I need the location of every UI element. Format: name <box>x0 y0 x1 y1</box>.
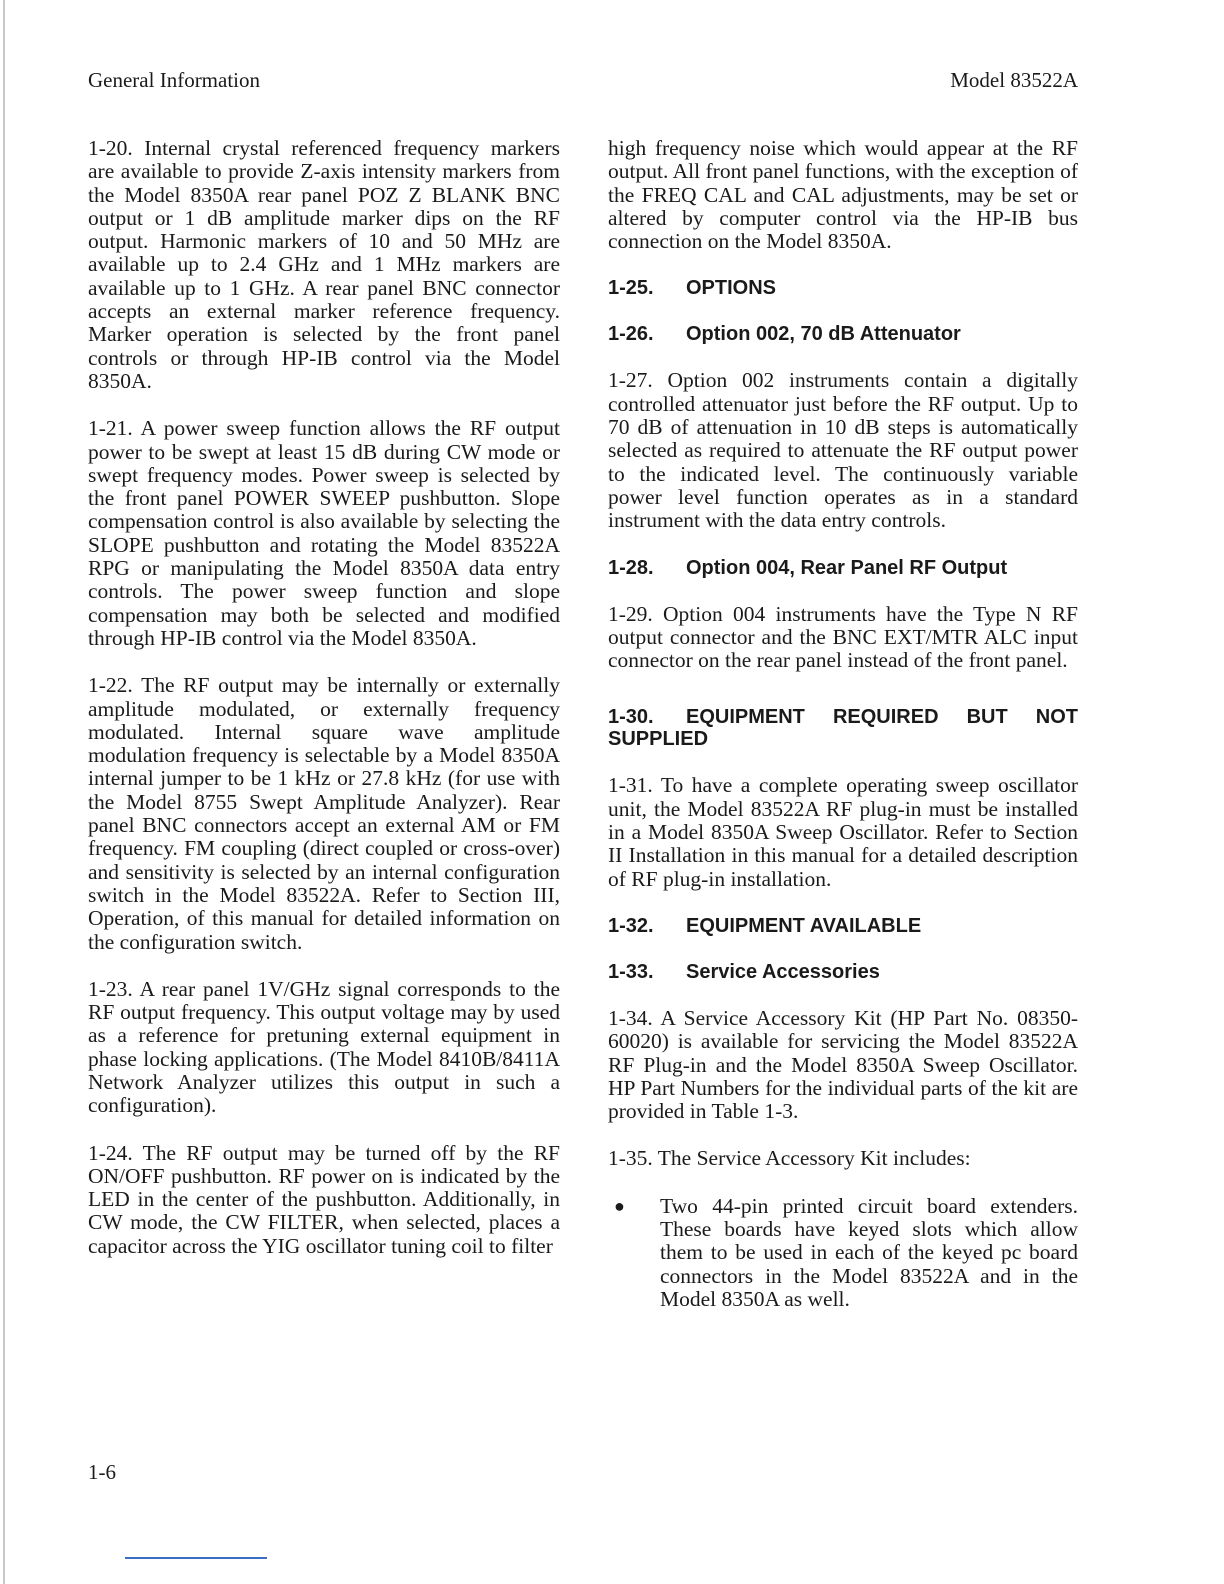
page-edge-rule <box>3 0 5 1584</box>
heading-number: 1-32. <box>608 914 654 937</box>
heading-title: Service Accessories <box>686 960 880 983</box>
paragraph-1-27: 1-27. Option 002 instruments contain a digitally controlled attenuator just before the RF output. Up to 70 dB of attenuation in 10 dB steps is automatically selected as required to attenuate the RF output power to the indicated level. The continuously variable power level function operates as in a standard instrument with the data entry controls. <box>608 368 1078 533</box>
heading-1-26 <box>608 323 1078 345</box>
heading-title: Option 004, Rear Panel RF Output <box>686 556 1008 579</box>
left-column <box>88 137 560 1282</box>
heading-1-25 <box>608 277 1078 299</box>
heading-number: 1-30. <box>608 706 654 729</box>
heading-title: Option 002, 70 dB Attenuator <box>686 323 961 346</box>
paragraph-1-24-continued: high frequency noise which would appear at the RF output. All front panel functions, with the exception of the FREQ CAL and CAL adjustments, may be set or altered by computer control via the HP-IB bus connection on the Model 8350A. <box>608 136 1078 254</box>
paragraph-1-24: 1-24. The RF output may be turned off by the RF ON/OFF pushbutton. RF power on is indicated by the LED in the center of the pushbutton. Additionally, in CW mode, the CW FILTER, when selected, places a capacitor across the YIG oscillator tuning coil to filter <box>88 1140 560 1258</box>
heading-title: EQUIPMENT AVAILABLE <box>686 914 922 937</box>
page-header <box>88 68 1078 96</box>
paragraph-1-21: 1-21. A power sweep function allows the RF output power to be swept at least 15 dB during CW mode or swept frequency modes. Power sweep is selected by the front panel POWER SWEEP pushbutton. Slope compensation control is also available by selecting the SLOPE pushbutton and rotating the Model 83522A RPG or manipulating the Model 8350A data entry controls. The power sweep function and slope compensation may both be selected and modified through HP-IB control via the Model 8350A. <box>88 416 560 650</box>
heading-title: EQUIPMENT REQUIRED BUT NOT SUPPLIED <box>608 706 1078 751</box>
heading-number: 1-25. <box>608 277 654 300</box>
paragraph-1-31: 1-31. To have a complete operating sweep oscillator unit, the Model 83522A RF plug-in must be installed in a Model 8350A Sweep Oscillator. Refer to Section II Installation in this manual for a detailed description of RF plug-in installation. <box>608 773 1078 891</box>
bullet-icon: ● <box>614 1195 625 1216</box>
heading-number: 1-26. <box>608 323 654 346</box>
paragraph-1-23: 1-23. A rear panel 1V/GHz signal corresponds to the RF output frequency. This output voltage may by used as a reference for pretuning external equipment in phase locking applications. (The Model 8410B/8411A Network Analyzer utilizes this output in such a configuration). <box>88 976 560 1118</box>
page-number: 1-6 <box>88 1460 116 1484</box>
paragraph-1-35: 1-35. The Service Accessory Kit includes: <box>608 1146 971 1171</box>
heading-number: 1-33. <box>608 960 654 983</box>
heading-1-32 <box>608 915 1078 937</box>
paragraph-1-20: 1-20. Internal crystal referenced frequency markers are available to provide Z-axis intensity markers from the Model 8350A rear panel POZ Z BLANK BNC output or 1 dB amplitude marker dips on the RF output. Harmonic markers of 10 and 50 MHz are available up to 2.4 GHz and 1 MHz markers are available up to 1 GHz. A rear panel BNC connector accepts an external marker reference frequency. Marker operation is selected by the front panel controls or through HP-IB control via the Model 8350A. <box>88 136 560 393</box>
heading-title: OPTIONS <box>686 277 777 300</box>
heading-number: 1-28. <box>608 556 654 579</box>
footer-divider <box>125 1557 267 1559</box>
paragraph-1-29: 1-29. Option 004 instruments have the Type N RF output connector and the BNC EXT/MTR ALC input connector on the rear panel instead of the front panel. <box>608 601 1078 673</box>
header-model: Model 83522A <box>950 68 1078 92</box>
paragraph-1-34: 1-34. A Service Accessory Kit (HP Part No. 08350-60020) is available for servicing the Model 83522A RF Plug-in and the Model 8350A Sweep Oscillator. HP Part Numbers for the individual parts of the kit are provided in Table 1-3. <box>608 1005 1078 1124</box>
heading-1-28 <box>608 557 1078 579</box>
heading-1-30 <box>608 706 1078 750</box>
heading-1-33 <box>608 961 1078 983</box>
header-section-title: General Information <box>88 68 261 92</box>
list-item-text: Two 44-pin printed circuit board extenders. These boards have keyed slots which allow them to be used in each of the keyed pc board connectors in the Model 83522A and in the Model 8350A as well. <box>660 1193 1078 1311</box>
list-item <box>608 1195 1078 1311</box>
right-column <box>608 137 1078 1311</box>
paragraph-1-22: 1-22. The RF output may be internally or externally amplitude modulated, or externally frequency modulated. Internal square wave amplitude modulation frequency is selectable by a Model 8350A internal jumper to be 1 kHz or 27.8 kHz (for use with the Model 8755 Swept Amplitude Analyzer). Rear panel BNC connectors accept an external AM or FM frequency. FM coupling (direct coupled or cross-over) and sensitivity is selected by an internal configuration switch in the Model 83522A. Refer to Section III, Operation, of this manual for detailed information on the configuration switch. <box>88 673 560 954</box>
